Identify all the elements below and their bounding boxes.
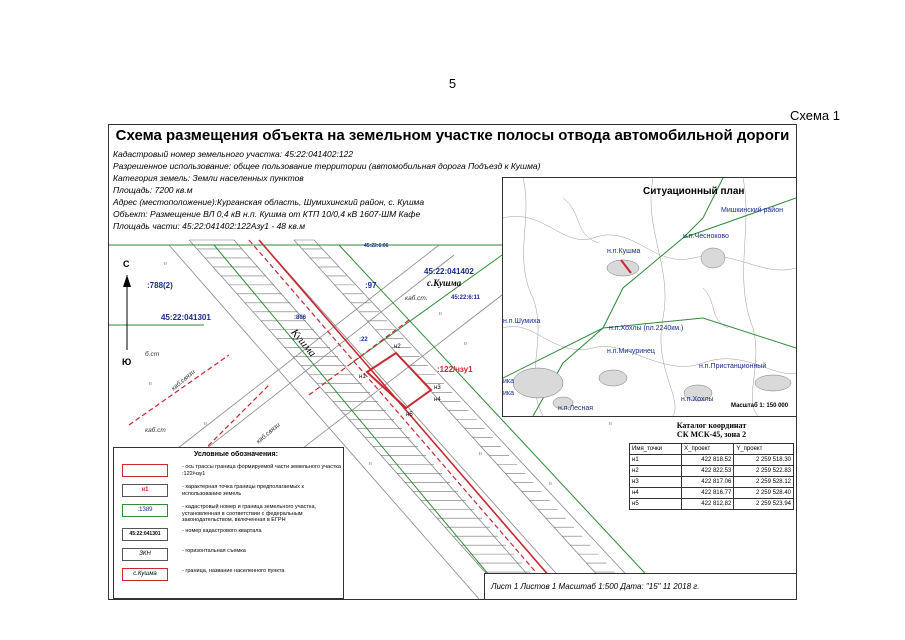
title-block-text: Лист 1 Листов 1 Масштаб 1:500 Дата: "15" 11 2018 г.	[491, 582, 700, 591]
cable-label-3: каб.связи	[255, 421, 282, 446]
table-row	[630, 466, 794, 477]
parcel-top: 45:22:6:06	[364, 243, 389, 249]
cell-point: н5	[630, 499, 682, 510]
legend-item	[118, 464, 343, 480]
village-kushma: н.п.Кушма	[607, 248, 641, 255]
node-n3: н3	[434, 385, 441, 391]
legend-text: - граница, название населенного пункта	[182, 568, 285, 574]
legend-text: - номер кадастрового квартала	[182, 528, 262, 534]
south-label: Ю	[122, 357, 132, 367]
legend-item	[118, 548, 343, 564]
parcel-611: 45:22:6:11	[451, 295, 481, 301]
cell-x: 422 816.77	[682, 488, 734, 499]
legend-item	[118, 484, 343, 500]
legend-title: Условные обозначения:	[194, 451, 278, 458]
legend-text: - характерная точка границы предполагаемых к использованию земель	[182, 484, 304, 497]
cell-y: 2 259 522.83	[734, 466, 794, 477]
svg-text:ıı: ıı	[369, 461, 372, 467]
parcel-97: :97	[365, 281, 377, 290]
cell-x: 422 817.06	[682, 477, 734, 488]
village-michurinets: н.п.Мичуринец	[607, 348, 655, 355]
situation-scale: Масштаб 1: 150 000	[731, 403, 789, 409]
legend-text: - кадастровый номер и граница земельного участка, установленная в соответствии с федеральным законодательством, включенная в ЕГРН	[182, 504, 317, 523]
cell-x: 422 818.52	[682, 455, 734, 466]
street-label: Кушма	[288, 326, 319, 360]
village-khokhly-station: н.п.Хохлы (пл.2240км.)	[609, 325, 684, 332]
coordinate-catalog	[629, 421, 794, 510]
legend	[113, 447, 344, 599]
legend-symbol-point: н1	[122, 484, 168, 497]
cable-label-2: каб.связи	[170, 368, 197, 393]
info-cadastral: Кадастровый номер земельного участка: 45:22:041402:122	[113, 149, 354, 159]
legend-symbol-survey: ЗКН	[122, 548, 168, 561]
table-row	[630, 477, 794, 488]
catalog-title	[629, 421, 794, 439]
table-row	[630, 499, 794, 510]
node-n1: н1	[359, 374, 366, 380]
catalog-title-line2: СК МСК-45, зона 2	[676, 430, 747, 439]
legend-symbol-village: с.Кушма	[122, 568, 168, 581]
header-point: Имя_точки	[630, 444, 682, 455]
cell-x: 422 822.53	[682, 466, 734, 477]
svg-text:ıı: ıı	[464, 341, 467, 347]
node-n5: н5	[406, 412, 413, 418]
header-x: X_проект	[682, 444, 734, 455]
village-partial-2: ика	[503, 390, 515, 397]
village-label: с.Кушма	[427, 278, 462, 288]
svg-text:ıı: ıı	[549, 481, 552, 487]
catalog-table	[629, 443, 794, 510]
district-label: Мишкинский район	[721, 207, 783, 214]
cable-label-5: каб.ст	[145, 427, 166, 434]
parcel-788: :788(2)	[147, 281, 173, 290]
legend-item	[118, 528, 343, 544]
node-n2: н2	[394, 344, 401, 350]
node-n4: н4	[434, 397, 441, 403]
village-khokhly: н.п.Хохлы	[681, 396, 714, 403]
header-y: Y_проект	[734, 444, 794, 455]
cable-label-4: б.ст	[145, 351, 160, 358]
title-block	[484, 573, 797, 600]
part-label: :122/чзу1	[437, 365, 473, 374]
legend-item	[118, 568, 343, 584]
cable-label-1: каб.ст.	[405, 295, 428, 302]
table-row	[630, 455, 794, 466]
cell-y: 2 259 528.12	[734, 477, 794, 488]
cell-y: 2 259 518.30	[734, 455, 794, 466]
info-category: Категория земель: Земли населенных пунктов	[113, 173, 304, 183]
village-chesnokovo: н.п.Чесноково	[683, 233, 729, 240]
parcel-22: :22	[359, 337, 368, 343]
svg-text:ıı: ıı	[204, 421, 207, 427]
legend-item	[118, 504, 343, 523]
cell-y: 2 259 528.40	[734, 488, 794, 499]
legend-text: - ось трассы граница формируемой части земельного участка :122/чзу1	[182, 464, 341, 477]
village-partial-1: ика	[503, 378, 515, 385]
village-shumikha: н.п.Шумиха	[503, 318, 541, 325]
legend-symbol-quarter: 45:22:041301	[122, 528, 168, 541]
village-pristantsionny: н.п.Пристанционный	[699, 363, 767, 370]
cell-point: н4	[630, 488, 682, 499]
info-permitted-use: Разрешенное использование: общее пользование территории (автомобильная дорога Подъезд к Кушма)	[113, 161, 541, 171]
cell-point: н3	[630, 477, 682, 488]
north-label: С	[123, 259, 130, 269]
schema-label: Схема 1	[790, 108, 840, 123]
catalog-title-line1: Каталог координат	[676, 421, 747, 430]
situation-plan	[502, 177, 797, 417]
map-title: Схема размещения объекта на земельном участке полосы отвода автомобильной дороги	[115, 127, 790, 144]
info-address: Адрес (местоположение):Курганская область, Шумихинский район, с. Кушма	[113, 197, 425, 207]
svg-text:ıı: ıı	[479, 451, 482, 457]
info-part-area: Площадь части: 45:22:041402:122Азу1 - 48 кв.м	[113, 221, 306, 231]
village-lesnaya: н.п.Лесная	[558, 405, 594, 412]
table-header-row	[630, 444, 794, 455]
svg-text:ıı: ıı	[164, 261, 167, 267]
legend-symbol-axis	[122, 464, 168, 477]
quarter-041402: 45:22:041402	[424, 267, 474, 276]
parcel-806: :806	[294, 315, 307, 321]
cell-point: н2	[630, 466, 682, 477]
cell-point: н1	[630, 455, 682, 466]
page-number: 5	[448, 76, 457, 91]
situation-title: Ситуационный план	[643, 186, 745, 197]
quarter-041301: 45:22:041301	[161, 313, 211, 322]
cell-x: 422 812.82	[682, 499, 734, 510]
legend-symbol-parcel: :1389	[122, 504, 168, 517]
info-area: Площадь: 7200 кв.м	[113, 185, 193, 195]
legend-text: - горизонтальная съемка	[182, 548, 246, 554]
map-sheet	[108, 124, 797, 600]
table-row	[630, 488, 794, 499]
svg-text:ıı: ıı	[149, 381, 152, 387]
svg-text:ıı: ıı	[609, 421, 612, 427]
svg-text:ıı: ıı	[439, 311, 442, 317]
info-object: Объект: Размещение ВЛ 0,4 кВ н.п. Кушма от КТП 10/0,4 кВ 1607-ШМ Кафе	[113, 209, 421, 219]
cell-y: 2 259 523.94	[734, 499, 794, 510]
